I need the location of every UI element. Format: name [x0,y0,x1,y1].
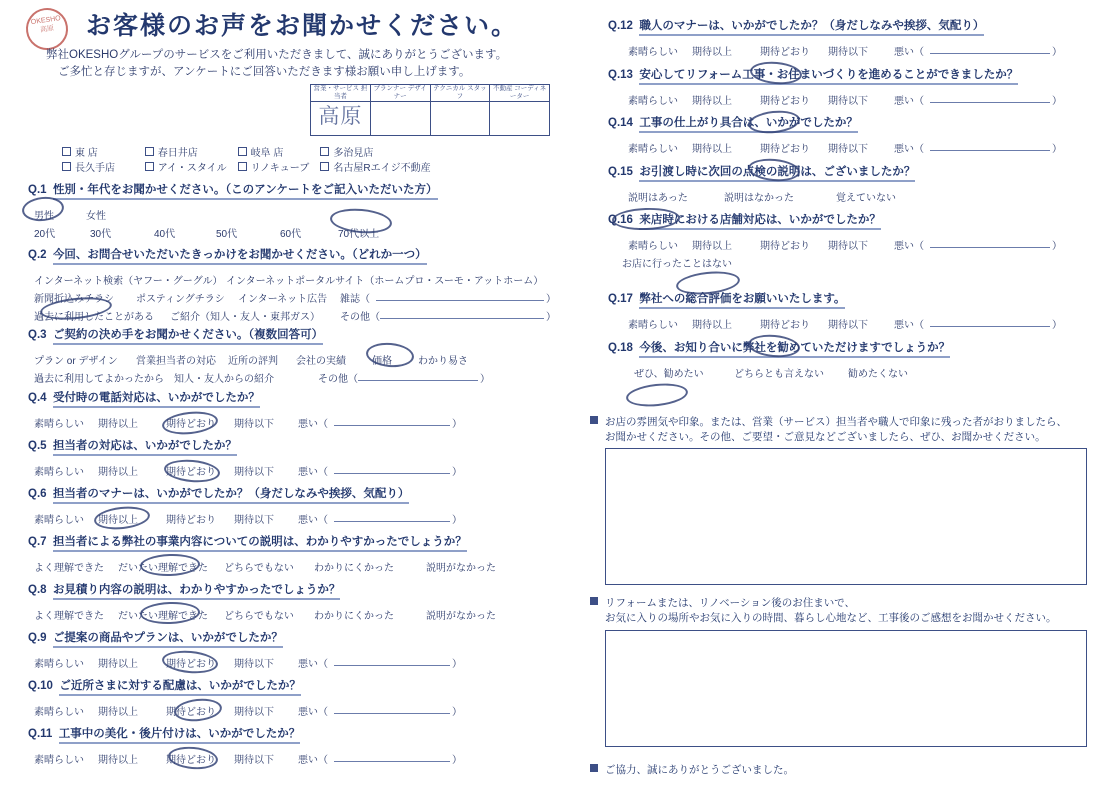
free-section-2-line2: お気に入りの場所やお気に入りの時間、暮らし心地など、工事後のご感想をお聞かせください。 [605,612,1057,624]
option-internet-ad[interactable]: インターネット広告 [238,294,328,305]
store-row-2 [62,161,431,176]
scale-excellent[interactable]: 素晴らしい [34,755,84,766]
question-options-age [28,225,568,241]
question-scale [608,237,1108,253]
page-title: お客様のお声をお聞かせください。 [86,13,519,40]
question-q12 [608,17,1108,59]
scale-bad[interactable]: 悪い（ [298,419,328,430]
scale-as-expected[interactable]: 期待どおり [760,320,810,331]
scale-mostly-understood[interactable]: だいたい理解できた [118,563,208,574]
question-scale [28,703,568,719]
scale-above[interactable]: 期待以上 [692,96,732,107]
scale-bad[interactable]: 悪い（ [298,707,328,718]
scale-as-expected[interactable]: 期待どおり [760,144,810,155]
question-options-line2 [28,290,568,306]
question-scale [28,751,568,767]
question-scale [608,43,1108,59]
option-internet-search[interactable]: インターネット検索（ヤフー・グーグル） [34,276,223,287]
scale-bad[interactable]: 悪い（ [298,467,328,478]
question-q6 [28,485,568,527]
question-number: Q.7 [28,536,47,548]
question-number: Q.8 [28,584,47,596]
checkbox-icon[interactable] [145,147,154,156]
question-title [608,211,1108,230]
scale-excellent[interactable]: 素晴らしい [628,47,678,58]
option-good-before[interactable]: 過去に利用してよかったから [34,374,164,385]
scale-bad[interactable]: 悪い（ [298,515,328,526]
free-text-area-2[interactable] [605,630,1087,747]
question-scale [28,463,568,479]
scale-below[interactable]: 期待以下 [828,241,868,252]
scale-above[interactable]: 期待以上 [98,755,138,766]
checkbox-icon[interactable] [145,162,154,171]
option-plan-or-design[interactable]: プラン or デザイン [34,356,118,367]
scale-bad[interactable]: 悪い（ [894,144,924,155]
scale-excellent[interactable]: 素晴らしい [628,241,678,252]
question-scale [608,140,1108,156]
question-title [28,326,568,345]
question-scale [28,559,568,575]
staff-value-cell [490,102,550,136]
option-other-close: ） [480,374,490,385]
question-number: Q.9 [28,632,47,644]
question-title [608,114,1108,133]
scale-bad-close: ） [452,659,462,670]
scale-as-expected[interactable]: 期待どおり [166,707,216,718]
question-q2 [28,246,568,324]
question-q7 [28,533,568,575]
closing-text: ご協力、誠にありがとうございました。 [605,764,794,776]
question-title [28,581,568,600]
write-in-line[interactable] [334,415,450,426]
scale-dont-remember[interactable]: 覚えていない [836,193,896,204]
square-bullet-icon [590,597,598,605]
store-checkbox-kasugai[interactable] [145,146,235,161]
scale-excellent[interactable]: 素晴らしい [628,320,678,331]
scale-as-expected[interactable]: 期待どおり [166,515,216,526]
scale-below[interactable]: 期待以下 [828,96,868,107]
question-q14 [608,114,1108,156]
question-options-line1 [28,352,568,368]
scale-above[interactable]: 期待以上 [692,144,732,155]
scale-bad-close: ） [452,707,462,718]
scale-below[interactable]: 期待以下 [234,707,274,718]
scale-excellent[interactable]: 素晴らしい [34,659,84,670]
question-q9 [28,629,568,671]
scale-as-expected[interactable]: 期待どおり [760,241,810,252]
scale-as-expected[interactable]: 期待どおり [760,47,810,58]
scale-bad[interactable]: 悪い（ [894,47,924,58]
scale-neither[interactable]: どちらでもない [224,611,294,622]
lead-text-1: 弊社OKESHOグループのサービスをご利用いただきまして、誠にありがとうございます。 [46,49,508,61]
question-q15 [608,163,1108,205]
question-title [608,290,1108,309]
scale-above[interactable]: 期待以上 [98,467,138,478]
scale-excellent[interactable]: 素晴らしい [628,144,678,155]
option-friend-referral[interactable]: 知人・友人からの紹介 [174,374,274,385]
question-q3 [28,326,568,386]
scale-bad-close: ） [452,419,462,430]
question-number: Q.1 [28,184,47,196]
option-newspaper-flyer[interactable]: 新聞折込みチラシ [34,294,114,305]
free-text-area-1[interactable] [605,448,1087,585]
option-age-20[interactable]: 20代 [34,229,56,240]
scale-understood-well[interactable]: よく理解できた [34,611,104,622]
scale-never-visited[interactable]: お店に行ったことはない [622,259,732,270]
staff-header-cell: 不動産 コーディネーター [490,85,550,102]
store-checkbox-east[interactable] [62,146,142,161]
store-checkbox-group [62,146,431,176]
question-text: 工事の仕上がり具合は、いかがでしたか？ [639,114,858,133]
write-in-line[interactable] [930,92,1050,103]
question-text: 来店時における店舗対応は、いかがでしたか？ [639,211,881,230]
write-in-line[interactable] [334,703,450,714]
scale-as-expected[interactable]: 期待どおり [166,659,216,670]
scale-as-expected[interactable]: 期待どおり [166,755,216,766]
scale-excellent[interactable]: 素晴らしい [34,419,84,430]
question-text: 今後、お知り合いに弊社を勧めていただけますでしょうか？ [639,339,950,358]
scale-recommend[interactable]: ぜひ、勧めたい [634,369,704,380]
scale-as-expected[interactable]: 期待どおり [166,467,216,478]
question-q1 [28,181,568,241]
scale-excellent[interactable]: 素晴らしい [34,707,84,718]
scale-above[interactable]: 期待以上 [98,419,138,430]
option-other-close: ） [546,312,556,323]
staff-value-cell [430,102,490,136]
option-price[interactable]: 価格 [372,356,392,367]
scale-bad[interactable]: 悪い（ [894,241,924,252]
question-title [28,181,568,200]
question-q8 [28,581,568,623]
handwritten-staff-name: 高原 [318,103,363,128]
question-text: 工事中の美化・後片付けは、いかがでしたか？ [59,725,301,744]
free-section-1-line1: お店の雰囲気や印象。または、営業（サービス）担当者や職人で印象に残った者がおりましたら、 [605,416,1067,428]
question-number: Q.2 [28,249,47,261]
closing-line [590,763,1090,778]
store-label: 名古屋Rエイジ不動産 [333,163,431,174]
option-local-reputation[interactable]: 近所の評判 [228,356,278,367]
scale-excellent[interactable]: 素晴らしい [628,96,678,107]
question-q11 [28,725,568,767]
store-label: 長久手店 [75,163,115,174]
option-referral[interactable]: ご紹介（知人・友人・東邦ガス） [170,312,320,323]
scale-above[interactable]: 期待以上 [692,241,732,252]
scale-hard-to-understand[interactable]: わかりにくかった [314,563,394,574]
question-q13 [608,66,1108,108]
question-title [28,389,568,408]
write-in-line[interactable] [930,316,1050,327]
question-options-line1 [28,272,568,288]
scale-below[interactable]: 期待以下 [234,515,274,526]
question-scale [28,655,568,671]
checkbox-icon[interactable] [62,162,71,171]
option-posting-flyer[interactable]: ポスティングチラシ [136,294,225,305]
scale-bad-close: ） [1052,241,1062,252]
question-text: 担当者の対応は、いかがでしたか？ [53,437,237,456]
question-number: Q.15 [608,166,633,178]
question-scale [28,607,568,623]
store-label: 東 店 [75,148,98,159]
scale-above[interactable]: 期待以上 [98,659,138,670]
question-options-line2 [28,370,568,386]
question-title [28,246,568,265]
scale-mostly-understood[interactable]: だいたい理解できた [118,611,208,622]
scale-neither[interactable]: どちらでもない [224,563,294,574]
question-text: 職人のマナーは、いかがでしたか？（身だしなみや挨拶、気配り） [639,17,984,36]
staff-value-cell [311,102,371,136]
question-text: 今回、お問合せいただいたきっかけをお聞かせください。（どれか一つ） [53,246,427,265]
scale-as-expected[interactable]: 期待どおり [760,96,810,107]
store-label: アイ・スタイル [157,163,227,174]
scale-below[interactable]: 期待以下 [234,419,274,430]
store-row-1 [62,146,431,161]
question-title [28,725,568,744]
staff-table [310,84,550,136]
question-text: ご近所さまに対する配慮は、いかがでしたか？ [59,677,301,696]
free-section-1-line2: お聞かせください。その他、ご要望・ご意見などございましたら、ぜひ、お聞かせください。 [605,431,1046,443]
question-text: 弊社への総合評価をお願いいたします。 [639,290,845,309]
scale-bad-close: ） [1052,320,1062,331]
write-in-line[interactable] [334,655,450,666]
option-age-70-plus[interactable]: 70代以上 [338,229,380,240]
question-title [28,629,568,648]
scale-no-explanation[interactable]: 説明がなかった [426,611,496,622]
question-text: ご提案の商品やプランは、いかがでしたか？ [53,629,283,648]
question-text: 担当者のマナーは、いかがでしたか？（身だしなみや挨拶、気配り） [53,485,410,504]
question-number: Q.18 [608,342,633,354]
write-in-line[interactable] [930,140,1050,151]
question-title [28,533,568,552]
question-number: Q.16 [608,214,633,226]
write-in-line[interactable] [334,511,450,522]
question-text: 受付時の電話対応は、いかがでしたか？ [53,389,260,408]
write-in-line[interactable] [376,290,544,301]
scale-bad-close: ） [452,755,462,766]
store-checkbox-gifu[interactable] [238,146,318,161]
option-age-50[interactable]: 50代 [216,229,238,240]
scale-below[interactable]: 期待以下 [234,755,274,766]
question-number: Q.12 [608,20,633,32]
lead-text-2: ご多忙と存じますが、アンケートにご回答いただきます様お願い申し上げます。 [58,66,471,78]
option-other[interactable]: その他（ [340,312,380,323]
question-scale [28,415,568,431]
scale-bad[interactable]: 悪い（ [298,659,328,670]
handwritten-circle-q18 [625,381,689,409]
question-number: Q.17 [608,293,633,305]
store-checkbox-nagoya-r-age[interactable] [320,161,430,176]
question-scale [608,92,1108,108]
checkbox-icon[interactable] [320,147,329,156]
scale-hard-to-understand[interactable]: わかりにくかった [314,611,394,622]
question-number: Q.5 [28,440,47,452]
option-female[interactable]: 女性 [86,211,106,222]
store-label: リノキューブ [250,163,310,174]
scale-bad-close: ） [452,467,462,478]
question-number: Q.13 [608,69,633,81]
question-number: Q.6 [28,488,47,500]
option-used-before[interactable]: 過去に利用したことがある [34,312,154,323]
write-in-line[interactable] [930,43,1050,54]
question-text: ご契約の決め手をお聞かせください。（複数回答可） [53,326,323,345]
question-q16 [608,211,1108,271]
question-number: Q.10 [28,680,53,692]
question-q17 [608,290,1108,332]
question-options [28,207,568,223]
option-age-40[interactable]: 40代 [154,229,176,240]
scale-above[interactable]: 期待以上 [692,47,732,58]
option-age-60[interactable]: 60代 [280,229,302,240]
scale-explained[interactable]: 説明はあった [628,193,688,204]
scale-above[interactable]: 期待以上 [98,515,138,526]
store-checkbox-istyle[interactable] [145,161,235,176]
question-text: 担当者による弊社の事業内容についての説明は、わかりやすかったでしょうか？ [53,533,467,552]
company-stamp: OKESHO 高原 [23,5,70,52]
scale-excellent[interactable]: 素晴らしい [34,467,84,478]
option-company-record[interactable]: 会社の実績 [296,356,346,367]
scale-excellent[interactable]: 素晴らしい [34,515,84,526]
store-checkbox-renocube[interactable] [238,161,318,176]
store-checkbox-nagakute[interactable] [62,161,142,176]
question-scale [608,316,1108,332]
write-in-line[interactable] [380,308,544,319]
write-in-line[interactable] [334,751,450,762]
question-number: Q.3 [28,329,47,341]
checkbox-icon[interactable] [238,147,247,156]
question-text: 性別・年代をお聞かせください。（このアンケートをご記入いただいた方） [53,181,438,200]
question-title [28,437,568,456]
question-q4 [28,389,568,431]
checkbox-icon[interactable] [320,162,329,171]
free-section-1-label [590,415,1090,445]
question-title [28,485,568,504]
option-magazine-close: ） [546,294,556,305]
question-text: 安心してリフォーム工事・お住まいづくりを進めることができましたか？ [639,66,1018,85]
scale-neither[interactable]: どちらとも言えない [734,369,824,380]
staff-header-cell: 営業・サービス 担当者 [311,85,371,102]
right-column [580,0,1116,791]
scale-bad-close: ） [1052,144,1062,155]
write-in-line[interactable] [930,237,1050,248]
question-text: お見積り内容の説明は、わかりやすかったでしょうか？ [53,581,341,600]
question-text: お引渡し時に次回の点検の説明は、ございましたか？ [639,163,915,182]
option-portal-site[interactable]: インターネットポータルサイト（ホームプロ・スーモ・アットホーム） [226,276,544,287]
scale-bad[interactable]: 悪い（ [894,320,924,331]
scale-as-expected[interactable]: 期待どおり [166,419,216,430]
question-title [28,677,568,696]
store-label: 多治見店 [333,148,374,159]
question-title [608,66,1108,85]
scale-not-explained[interactable]: 説明はなかった [724,193,794,204]
staff-value-cell [370,102,430,136]
checkbox-icon[interactable] [238,162,247,171]
option-age-30[interactable]: 30代 [90,229,112,240]
question-q18 [608,339,1108,381]
store-checkbox-tajimi[interactable] [320,146,373,161]
question-scale [28,511,568,527]
store-label: 岐阜 店 [250,148,284,159]
question-q10 [28,677,568,719]
free-section-2-line1: リフォームまたは、リノベーション後のお住まいで、 [605,597,856,609]
scale-bad[interactable]: 悪い（ [298,755,328,766]
square-bullet-icon [590,416,598,424]
staff-header-cell: ブランナー デザイナー [370,85,430,102]
scale-below[interactable]: 期待以下 [234,467,274,478]
scale-below[interactable]: 期待以下 [828,144,868,155]
scale-below[interactable]: 期待以下 [234,659,274,670]
square-bullet-icon [590,764,598,772]
question-number: Q.14 [608,117,633,129]
question-scale [608,189,1108,205]
staff-header-cell: テクニカル スタッフ [430,85,490,102]
scale-above[interactable]: 期待以上 [98,707,138,718]
scale-below[interactable]: 期待以下 [828,320,868,331]
question-number: Q.11 [28,728,53,740]
question-extra-option [608,255,1108,271]
free-section-2-label [590,596,1090,626]
question-title [608,17,1108,36]
question-title [608,163,1108,182]
question-options-line3 [28,308,568,324]
scale-bad[interactable]: 悪い（ [894,96,924,107]
option-sales-response[interactable]: 営業担当者の対応 [136,356,216,367]
option-magazine[interactable]: 雑誌（ [340,294,370,305]
write-in-line[interactable] [334,463,450,474]
question-title [608,339,1108,358]
scale-bad-close: ） [1052,47,1062,58]
scale-below[interactable]: 期待以下 [828,47,868,58]
scale-bad-close: ） [452,515,462,526]
option-male[interactable]: 男性 [34,211,54,222]
question-number: Q.4 [28,392,47,404]
checkbox-icon[interactable] [62,147,71,156]
scale-above[interactable]: 期待以上 [692,320,732,331]
write-in-line[interactable] [358,370,478,381]
option-clarity[interactable]: わかり易さ [418,356,468,367]
scale-not-recommend[interactable]: 勧めたくない [848,369,908,380]
question-scale [608,365,1108,381]
scale-bad-close: ） [1052,96,1062,107]
scale-no-explanation[interactable]: 説明がなかった [426,563,496,574]
question-q5 [28,437,568,479]
store-label: 春日井店 [157,148,198,159]
scale-understood-well[interactable]: よく理解できた [34,563,104,574]
option-other[interactable]: その他（ [318,374,358,385]
